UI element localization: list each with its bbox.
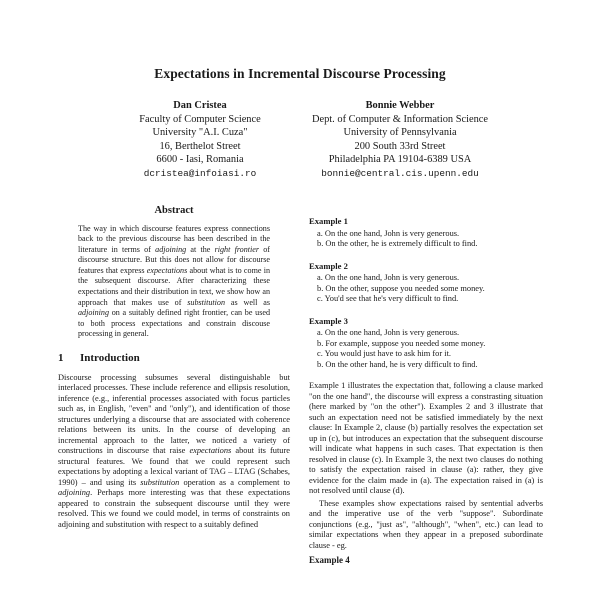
example-item: c. You'd see that he's very difficult to find. <box>317 294 459 303</box>
example-block <box>309 261 543 305</box>
author-address: 16, Berthelot Street <box>159 140 241 152</box>
abstract-heading: Abstract <box>154 205 194 216</box>
body-emphasis: adjoining <box>58 488 91 498</box>
example-item: b. On the other, suppose you needed some money. <box>317 283 485 293</box>
abstract-emphasis: adjoining <box>78 308 110 318</box>
author-name: Dan Cristea <box>173 100 227 111</box>
author-affiliation: University "A.I. Cuza" <box>152 127 248 139</box>
section-title: Introduction <box>80 352 140 365</box>
section-number: 1 <box>58 352 64 365</box>
example-item: b. On the other, he is extremely difficult to find. <box>317 239 478 248</box>
author-email: bonnie@central.cis.upenn.edu <box>321 167 479 179</box>
example-block <box>309 216 543 250</box>
example-item: a. On the one hand, John is very generous. <box>317 328 460 337</box>
author-affiliation: Dept. of Computer & Information Science <box>311 113 489 125</box>
example-item: a. On the one hand, John is very generous. <box>317 228 460 238</box>
author-address: Philadelphia PA 19104-6389 USA <box>328 154 472 166</box>
body-emphasis: expectations <box>189 446 232 456</box>
author-address: 200 South 33rd Street <box>354 140 446 152</box>
example-heading: Example 3 <box>309 315 348 326</box>
example-discussion <box>309 381 543 551</box>
abstract-emphasis: substitution <box>187 297 226 307</box>
example-item: a. On the one hand, John is very generous. <box>317 273 460 282</box>
section-body <box>58 373 290 531</box>
body-text: . Perhaps more interesting was that these expectations appeared to constrain the subsequent discourse until they were resolved. This we found we could model, in terms of constraints on adjoining and substitution with respect to a suitably defined <box>58 488 290 529</box>
author-affiliation: University of Pennsylvania <box>343 127 457 139</box>
body-text: about its future structural features. We found that we could represent such expectations by adopting a lexical variant of TAG – LTAG (Schabes, 1990) – and using its <box>58 446 290 487</box>
example-heading: Example 1 <box>309 216 348 226</box>
body-paragraph: Example 1 illustrates the expectation that, following a clause marked "on the one hand", the discourse will express a constrasting situation (here marked by "on the other"). Examples 2 and 3 illustrate that such an expectation need not be satisfied immediately by the next clause: In Example 2, clause (b) partially resolves the expectation set up in (c), but introduces an expectation that the subsequent discourse will indicate what happens in such cases. That expectation is then resolved in clause (c). In Example 3, the next two clauses do nothing to satisfy the expectation raised in clause (a): rather, they give evidence for the claim made in (a). The expectation raised in (a) is not resolved until clause (d). <box>309 381 543 495</box>
abstract-text: as well as <box>225 297 270 307</box>
example-heading: Example 4 <box>309 555 350 565</box>
author-email: dcristea@infoiasi.ro <box>143 167 257 179</box>
author-address: 6600 - Iasi, Romania <box>156 154 244 166</box>
body-text: operation as a complement to <box>179 477 290 487</box>
body-emphasis: substitution <box>140 477 180 487</box>
body-paragraph: These examples show expectations raised by sentential adverbs and the imperative use of the verb "suppose". Subordinate conjunctions (e.g., "just as", "although", "when", etc.) can lead to similar expectations when they appear in a preposed subordinate clause - eg. <box>309 498 543 550</box>
right-column <box>309 216 543 566</box>
left-column <box>58 206 290 530</box>
author-affiliation: Faculty of Computer Science <box>139 113 261 125</box>
author-block-2 <box>290 99 510 181</box>
abstract-text: of discourse structure. But this does not allow for discourse features that express <box>78 244 270 275</box>
example-item: c. You would just have to ask him for it. <box>317 349 451 358</box>
author-block-1 <box>110 99 290 181</box>
abstract-emphasis: right frontier <box>214 244 260 254</box>
abstract-text: at the <box>186 244 215 254</box>
abstract-text: on a suitably defined right frontier, can be used to both process expectations and constrain discouse processing in general. <box>78 308 270 339</box>
abstract-emphasis: adjoining <box>155 244 187 254</box>
body-text: Discourse processing subsumes several distinguishable but interlaced processes. These include reference and ellipsis resolution, inference (e.g., inferential processes associated with focus particles such as, in English, "even" and "only"), and identification of those structures underlying a discourse that are associated with coherence relations between its units. In the course of developing an incremental approach to the latter, we noticed a variety of constructions in discourse that raise <box>58 372 290 456</box>
section-heading <box>58 353 290 364</box>
paper-title: Expectations in Incremental Discourse Processing <box>154 66 446 81</box>
example-heading: Example 2 <box>309 260 348 271</box>
abstract-text: about what is to come in the subsequent discourse. After characterizing these expectations and their distribution in text, we show how an approach that makes use of <box>78 265 271 307</box>
abstract-text: The way in which discourse features express connections back to the previous discourse has been described in the literature in terms of <box>78 223 270 254</box>
abstract-body <box>58 224 290 341</box>
example-block <box>309 316 543 371</box>
example-item: b. On the other hand, he is very difficult to find. <box>317 359 478 369</box>
abstract-emphasis: expectations <box>146 265 188 275</box>
example-item: b. For example, suppose you needed some money. <box>317 338 486 348</box>
author-name: Bonnie Webber <box>365 100 435 111</box>
